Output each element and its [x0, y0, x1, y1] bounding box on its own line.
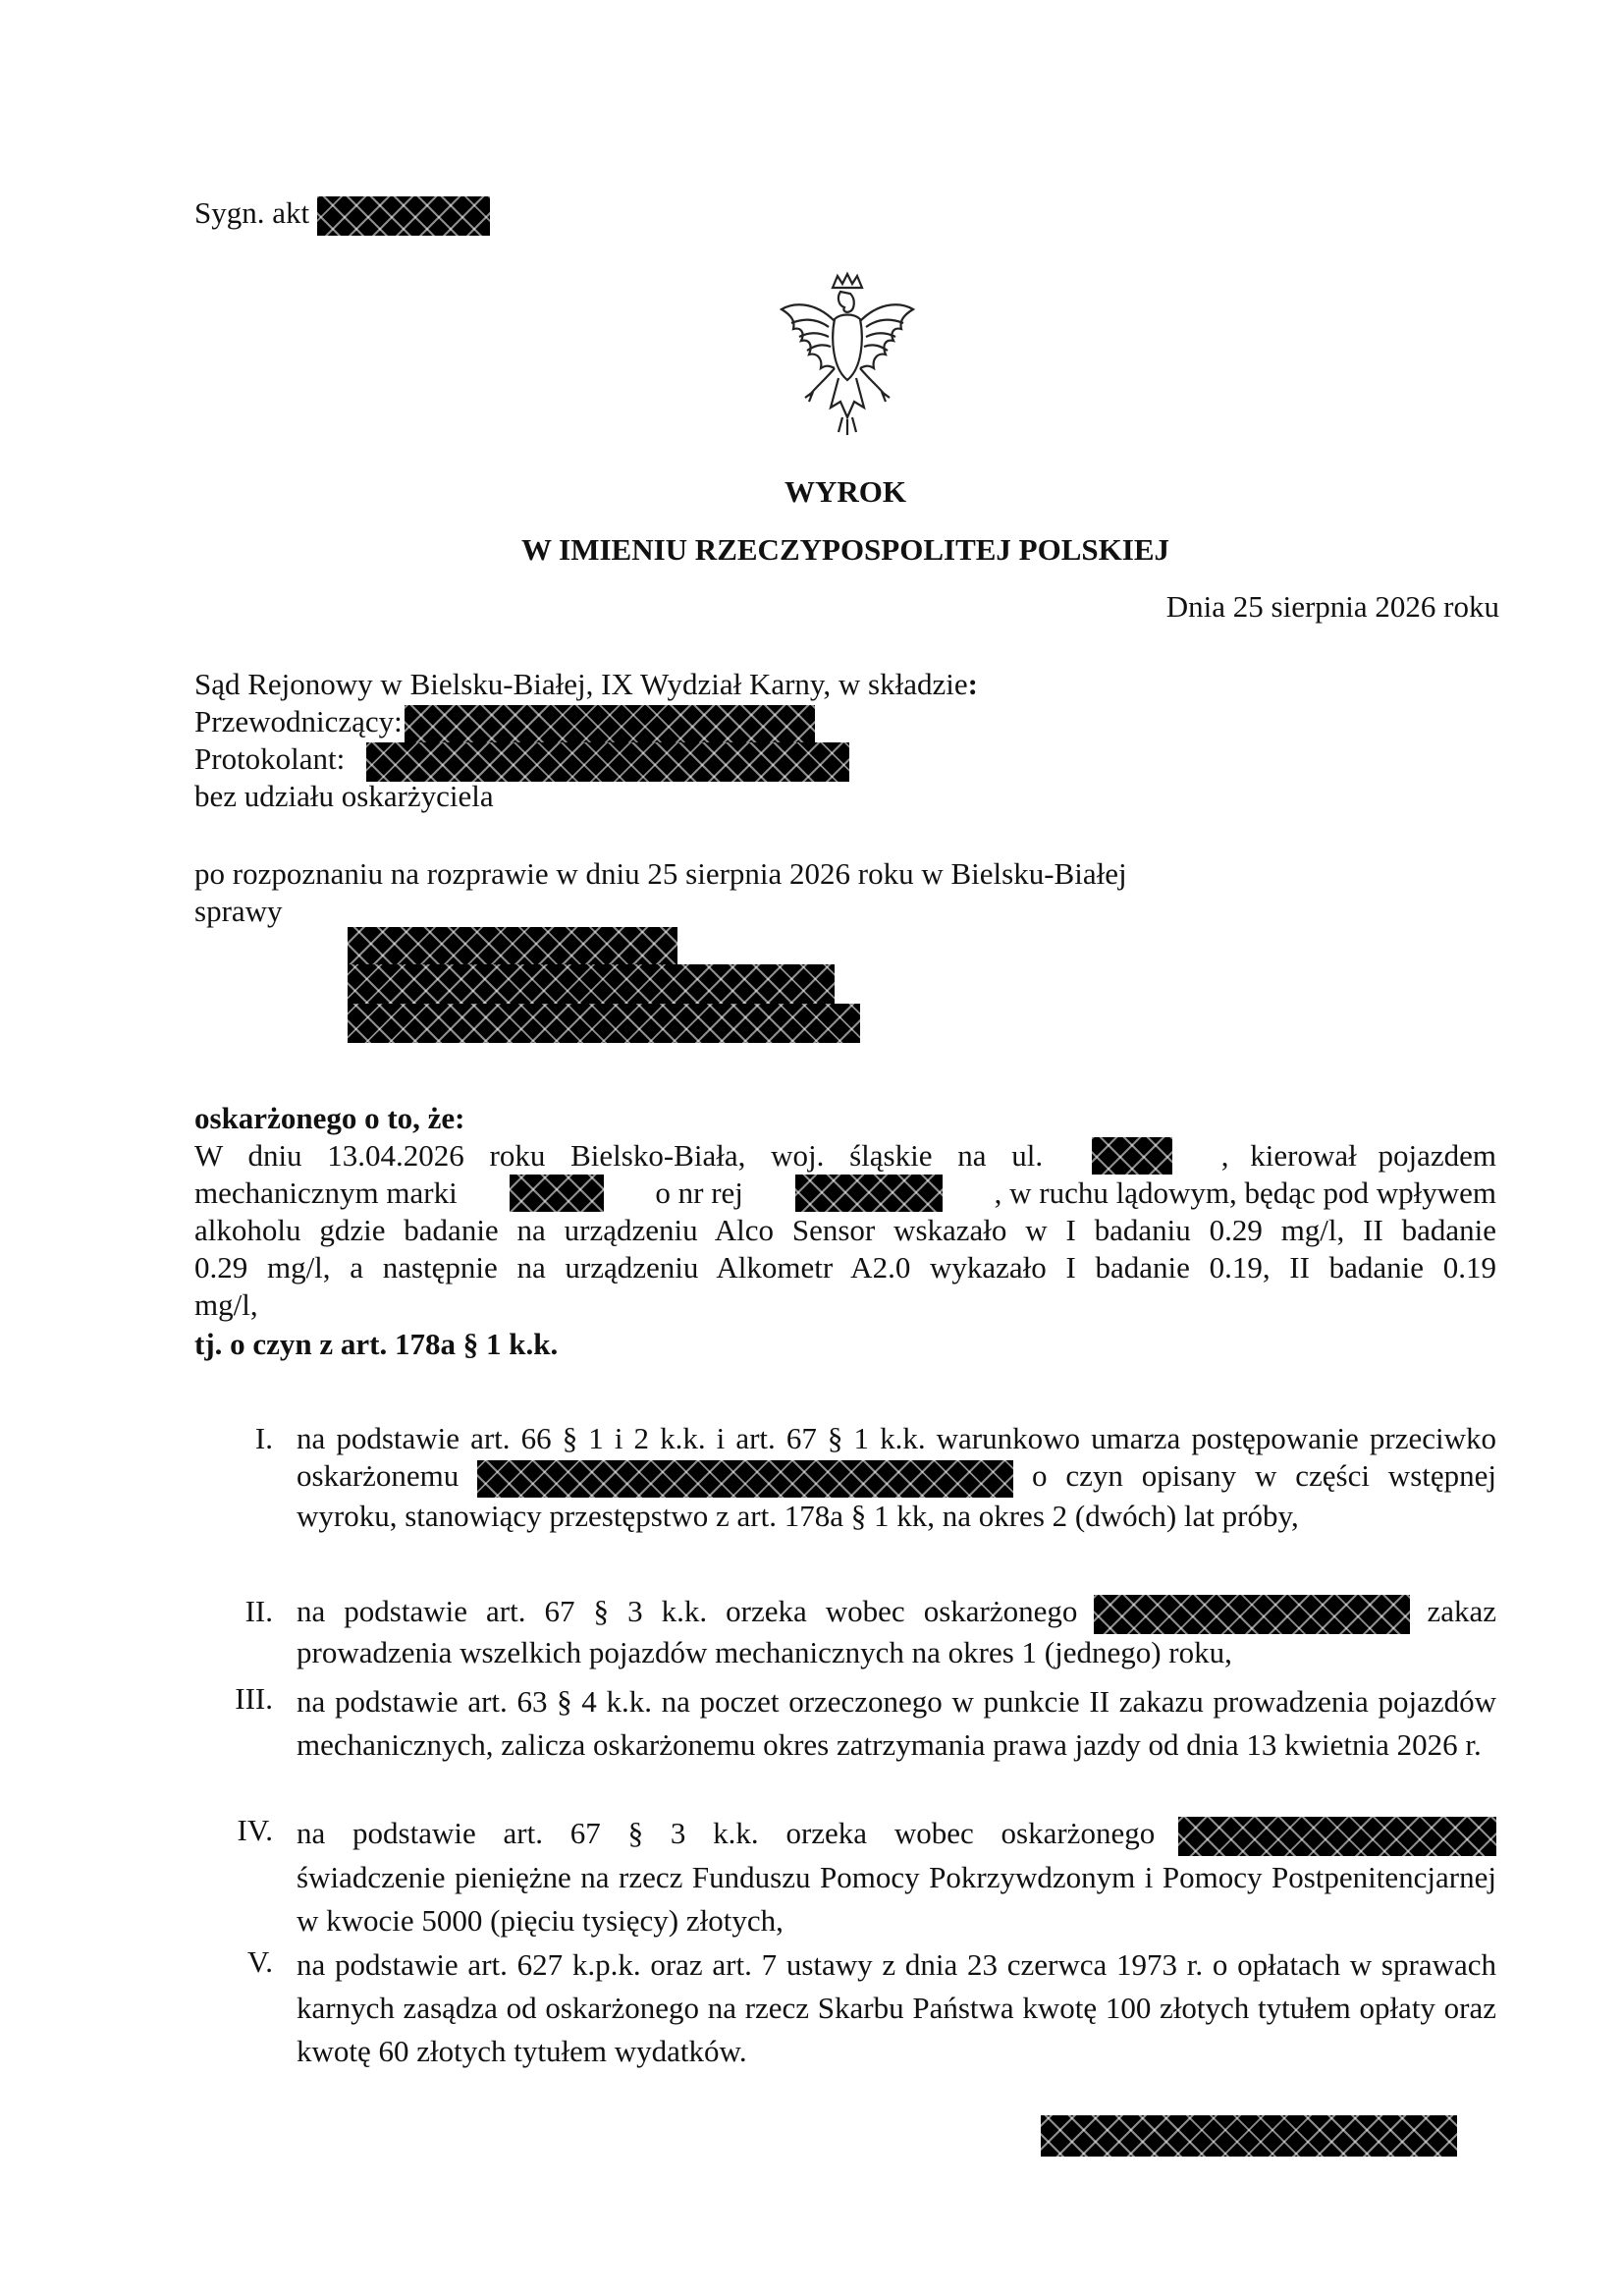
court-name-colon: : — [967, 667, 978, 701]
ruling-1-text-a: na podstawie art. 66 § 1 i 2 k.k. i art. 67 § 1 k.k. warunkowo umarza postępowanie przeciwko oskarżonemu — [297, 1421, 1496, 1493]
redacted-chair-name — [405, 705, 815, 744]
prosecutor-line: bez udziału oskarżyciela — [194, 779, 494, 813]
chair-line — [194, 703, 815, 744]
ruling-2-text-a: na podstawie art. 67 § 3 k.k. orzeka wobec oskarżonego — [297, 1594, 1078, 1628]
case-signature — [194, 194, 490, 236]
ruling-4-text-b: świadczenie pieniężne na rzecz Funduszu Pomocy Pokrzywdzonym i Pomocy Postpenitencjarnej w kwocie 5000 (pięciu tysięcy) złotych, — [297, 1859, 1496, 1938]
charge-text-1a: W dniu 13.04.2026 roku Bielsko-Biała, woj. śląskie na ul. — [194, 1138, 1044, 1173]
charge-line-2 — [194, 1175, 1496, 1212]
redacted-defendant-name-1 — [477, 1460, 1013, 1498]
ruling-2 — [297, 1593, 1496, 1671]
charge-line-3: alkoholu gdzie badanie na urządzeniu Alco Sensor wskazało w I badaniu 0.29 mg/l, II badanie — [194, 1213, 1496, 1247]
charge-text-1b: , kierował pojazdem — [1220, 1138, 1496, 1173]
polish-eagle-emblem — [774, 270, 921, 442]
ruling-3-text-a: na podstawie art. 63 § 4 k.k. na poczet orzeczonego w punkcie II zakazu prowadzenia pojazdów mechanicznych, zalicza oskarżonemu okres zatrzymania prawa jazdy od dnia 13 kwietnia 2026 r. — [297, 1684, 1496, 1762]
ruling-3 — [297, 1680, 1496, 1767]
chair-label: Przewodniczący: — [194, 704, 403, 738]
redacted-defendant-name-2 — [1094, 1595, 1410, 1634]
charge-text-2b: o nr rej — [655, 1175, 743, 1210]
clerk-label: Protokolant: — [194, 741, 346, 776]
charge-line-4: 0.29 mg/l, a następnie na urządzeniu Alkometr A2.0 wykazało I badanie 0.19, II badanie 0.19 — [194, 1250, 1496, 1285]
charge-line-5: mg/l, — [194, 1287, 258, 1322]
charge-line-1 — [194, 1137, 1496, 1175]
document-subtitle: W IMIENIU RZECZYPOSPOLITEJ POLSKIEJ — [520, 532, 1170, 567]
court-name: Sąd Rejonowy w Bielsku-Białej, IX Wydział Karny, w składzie — [194, 667, 968, 701]
redacted-clerk-name — [366, 742, 849, 782]
ruling-4 — [297, 1812, 1496, 1942]
charge-text-2c: , w ruchu lądowym, będąc pod wpływem — [994, 1175, 1496, 1210]
ruling-5-text-a: na podstawie art. 627 k.p.k. oraz art. 7 ustawy z dnia 23 czerwca 1973 r. o opłatach w sprawach karnych zasądza od oskarżonego na rzecz Skarbu Państwa kwotę 100 złotych tytułem opłaty oraz kwotę 60 złotych tytułem wydatków. — [297, 1947, 1496, 2068]
redacted-registration — [795, 1175, 943, 1212]
ruling-number-1: I. — [254, 1421, 273, 1455]
ruling-number-4: IV. — [237, 1813, 273, 1847]
ruling-number-3: III. — [235, 1681, 273, 1716]
charge-text-2a: mechanicznym marki — [194, 1175, 458, 1210]
redacted-defendant-name-3 — [1178, 1817, 1496, 1856]
case-signature-label: Sygn. akt — [194, 195, 310, 230]
charge-qualification: tj. o czyn z art. 178a § 1 k.k. — [194, 1327, 559, 1361]
ruling-4-text-a: na podstawie art. 67 § 3 k.k. orzeka wobec oskarżonego — [297, 1816, 1156, 1850]
redacted-street — [1092, 1137, 1172, 1175]
ruling-number-5: V. — [246, 1944, 273, 1979]
redacted-judge-signature — [1041, 2115, 1457, 2157]
judgment-date: Dnia 25 sierpnia 2026 roku — [1165, 589, 1499, 624]
ruling-5 — [297, 1943, 1496, 2073]
document-title: WYROK — [784, 474, 906, 509]
redacted-defendant-line-1 — [348, 927, 677, 966]
court-composition — [194, 666, 978, 703]
redacted-defendant-line-2 — [348, 964, 835, 1006]
case-of-label: sprawy — [194, 894, 283, 928]
redacted-vehicle-make — [510, 1175, 604, 1212]
ruling-1 — [297, 1420, 1496, 1535]
charge-heading: oskarżonego o to, że: — [194, 1101, 465, 1135]
ruling-2-text-b: zakaz prowadzenia wszelkich pojazdów mechanicznych na okres 1 (jednego) roku, — [297, 1594, 1497, 1669]
clerk-line — [194, 740, 849, 782]
redacted-case-number — [317, 196, 490, 236]
ruling-1-text-b: o czyn opisany w części wstępnej wyroku, stanowiący przestępstwo z art. 178a § 1 kk, na okres 2 (dwóch) lat próby, — [297, 1458, 1497, 1533]
ruling-number-2: II. — [244, 1594, 273, 1628]
redacted-defendant-block — [348, 927, 862, 1043]
redacted-defendant-line-3 — [348, 1004, 860, 1043]
hearing-line: po rozpoznaniu na rozprawie w dniu 25 sierpnia 2026 roku w Bielsku-Białej — [194, 856, 1127, 891]
